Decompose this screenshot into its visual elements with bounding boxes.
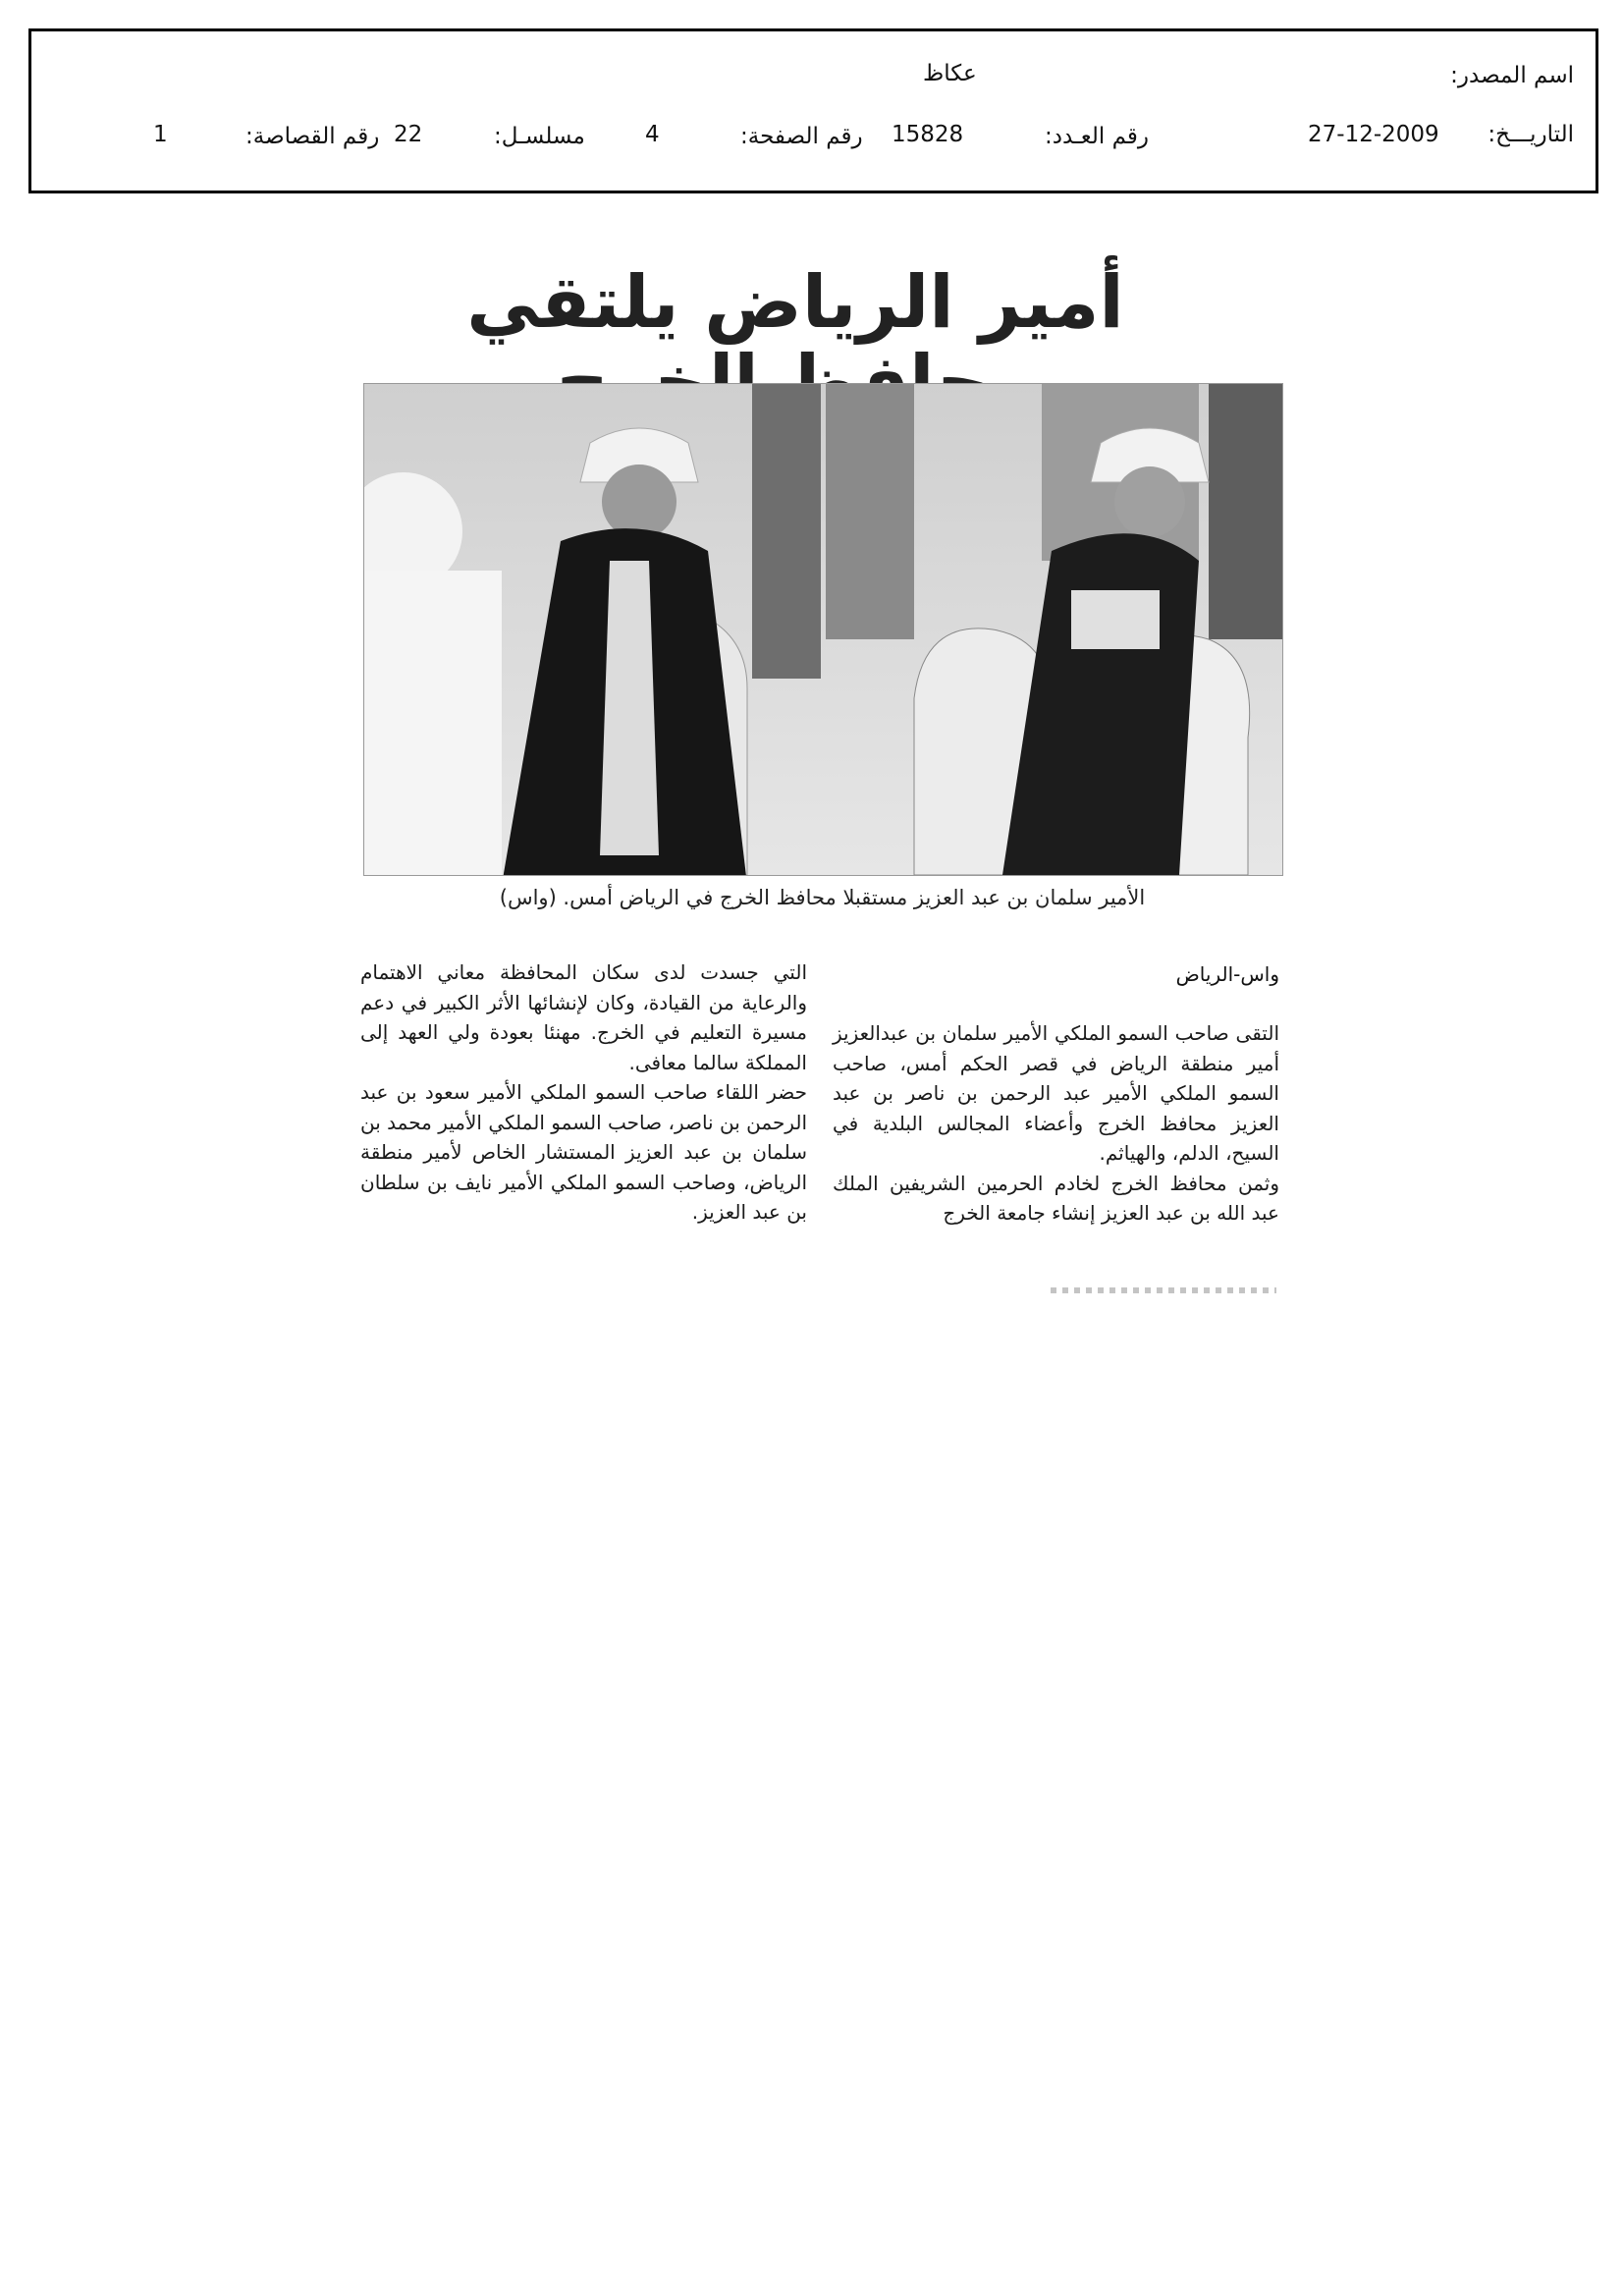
clip-value: 1 [153, 122, 168, 147]
issue-label: رقم العـدد: [1045, 124, 1150, 149]
source-label: اسم المصدر: [1450, 63, 1574, 88]
dateline: واس-الرياض [1175, 962, 1279, 986]
paragraph: حضر اللقاء صاحب السمو الملكي الأمير سعود بن عبد الرحمن بن ناصر، صاحب السمو الملكي الأمير محمد بن سلمان بن عبد العزيز المستشار الخاص لأمير منطقة الرياض، وصاحب السمو الملكي الأمير نايف بن سلطان بن عبد العزيز. [360, 1080, 807, 1224]
photo-caption: الأمير سلمان بن عبد العزيز مستقبلا محافظ الخرج في الرياض أمس. (واس) [499, 886, 1146, 909]
clipping-header [28, 28, 1598, 193]
paragraph: التقى صاحب السمو الملكي الأمير سلمان بن عبدالعزيز أمير منطقة الرياض في قصر الحكم أمس، صاحب السمو الملكي الأمير عبد الرحمن بن ناصر بن عبد العزيز محافظ الخرج وأعضاء المجالس البلدية في السيح، الدلم، والهياثم. [833, 1021, 1279, 1165]
article-column-right [833, 1018, 1279, 1229]
paragraph: وثمن محافظ الخرج لخادم الحرمين الشريفين الملك عبد الله بن عبد العزيز إنشاء جامعة الخرج [833, 1171, 1279, 1225]
serial-value: 22 [394, 122, 423, 147]
article-column-left [360, 957, 807, 1228]
issue-value: 15828 [892, 122, 964, 147]
serial-label: مسلسـل: [494, 124, 585, 149]
page-value: 4 [645, 122, 660, 147]
paragraph: التي جسدت لدى سكان المحافظة معاني الاهتمام والرعاية من القيادة، وكان لإنشائها الأثر الكبير في دعم مسيرة التعليم في الخرج. مهنئا بعودة ولي العهد إلى المملكة سالما معافى. [360, 960, 807, 1074]
source-value: عكاظ [923, 61, 977, 86]
photo-illustration [364, 384, 1282, 875]
date-value: 27-12-2009 [1308, 122, 1439, 147]
clip-label: رقم القصاصة: [245, 124, 380, 149]
article-headline: أمير الرياض يلتقي [466, 260, 1124, 345]
faded-text-line [1051, 1287, 1276, 1293]
news-photo [363, 383, 1283, 876]
page-label: رقم الصفحة: [740, 124, 863, 149]
date-label: التاريـــخ: [1488, 122, 1574, 147]
